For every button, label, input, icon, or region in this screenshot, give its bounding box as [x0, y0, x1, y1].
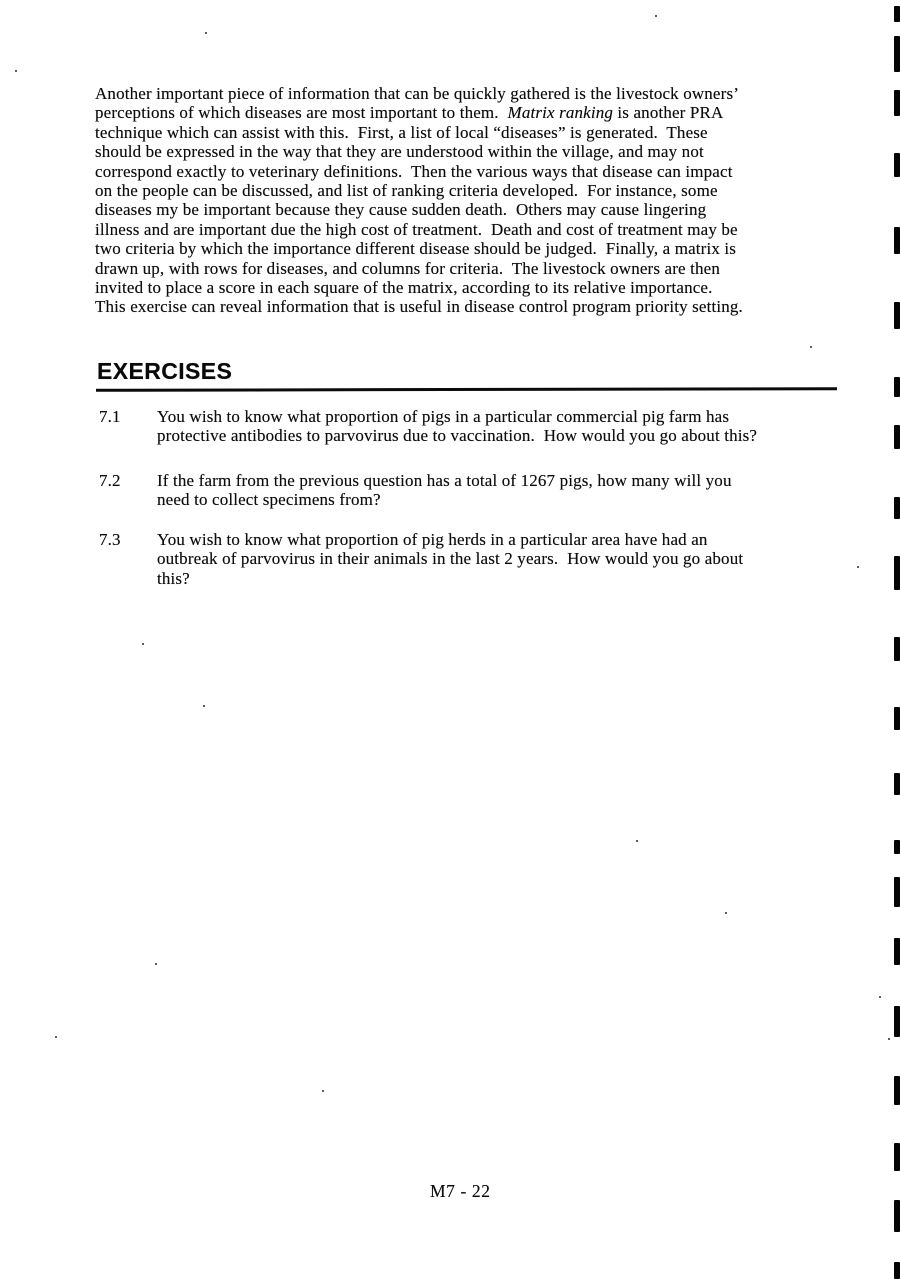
- intro-paragraph: [95, 84, 855, 317]
- binding-dash: [894, 1006, 900, 1037]
- noise-dot: [142, 643, 144, 645]
- paragraph-line: This exercise can reveal information that is useful in disease control program priority setting.: [95, 297, 743, 317]
- paragraph-line: illness and are important due the high cost of treatment. Death and cost of treatment may be: [95, 219, 738, 239]
- paragraph-line: two criteria by which the importance different disease should be judged. Finally, a matrix is: [95, 239, 737, 259]
- noise-dot: [322, 1090, 324, 1092]
- exercise-item-7-2: [99, 471, 732, 510]
- paragraph-line: invited to place a score in each square of the matrix, according to its relative importance.: [95, 278, 713, 298]
- paragraph-line: on the people can be discussed, and list of ranking criteria developed. For instance, some: [95, 181, 718, 201]
- binding-dash: [894, 302, 900, 329]
- binding-dash: [894, 877, 900, 907]
- noise-dot: [205, 32, 207, 34]
- binding-dash: [894, 36, 900, 72]
- binding-dash: [894, 90, 900, 116]
- heading-underline: [96, 387, 837, 392]
- exercise-text: If the farm from the previous question has a total of 1267 pigs, how many will you need to collect specimens from?: [157, 471, 732, 510]
- binding-dash: [894, 707, 900, 730]
- exercises-heading: EXERCISES: [97, 358, 233, 384]
- paragraph-line: drawn up, with rows for diseases, and columns for criteria. The livestock owners are then: [95, 258, 721, 278]
- noise-dot: [655, 15, 657, 17]
- noise-dot: [725, 912, 727, 914]
- binding-dash: [894, 1200, 900, 1232]
- binding-dash: [894, 425, 900, 449]
- paragraph-line: Another important piece of information that can be quickly gathered is the livestock owners’: [95, 84, 740, 103]
- exercise-text: You wish to know what proportion of pigs in a particular commercial pig farm has protective antibodies to parvovirus due to vaccination. How would you go about this?: [157, 407, 758, 446]
- noise-dot: [810, 346, 812, 348]
- binding-dash: [894, 377, 900, 397]
- noise-dot: [15, 70, 17, 72]
- binding-dash: [894, 938, 900, 965]
- paragraph-line: technique which can assist with this. First, a list of local “diseases” is generated. These: [95, 122, 708, 142]
- binding-dash: [894, 840, 900, 854]
- binding-dash: [894, 1262, 900, 1279]
- binding-dash: [894, 1143, 900, 1171]
- page-number: M7 - 22: [430, 1181, 491, 1201]
- binding-dash: [894, 556, 900, 590]
- exercise-text: You wish to know what proportion of pig herds in a particular area have had an outbreak of parvovirus in their animals in the last 2 years. How would you go about this?: [157, 530, 744, 588]
- noise-dot: [879, 996, 881, 998]
- paragraph-line: diseases my be important because they cause sudden death. Others may cause lingering: [95, 200, 707, 220]
- binding-dash: [894, 6, 900, 22]
- noise-dot: [636, 840, 638, 842]
- exercise-number: 7.2: [99, 471, 121, 490]
- exercise-number: 7.3: [99, 530, 121, 549]
- exercise-number: 7.1: [99, 407, 121, 426]
- exercise-item-7-1: [99, 407, 757, 446]
- paragraph-line: should be expressed in the way that they are understood within the village, and may not: [95, 142, 704, 162]
- paragraph-line: correspond exactly to veterinary definitions. Then the various ways that disease can impact: [95, 161, 733, 181]
- paragraph-line: perceptions of which diseases are most important to them. Matrix ranking is another PRA: [95, 103, 724, 123]
- binding-dash: [894, 637, 900, 661]
- noise-dot: [857, 566, 859, 568]
- exercise-item-7-3: [99, 530, 743, 588]
- noise-dot: [155, 963, 157, 965]
- binding-dash: [894, 773, 900, 795]
- noise-dot: [888, 1038, 890, 1040]
- noise-dot: [203, 705, 205, 707]
- italic-term: Matrix ranking: [507, 103, 614, 123]
- noise-dot: [55, 1036, 57, 1038]
- binding-dash: [894, 153, 900, 177]
- binding-dash: [894, 227, 900, 254]
- binding-dash: [894, 497, 900, 519]
- binding-dash: [894, 1076, 900, 1105]
